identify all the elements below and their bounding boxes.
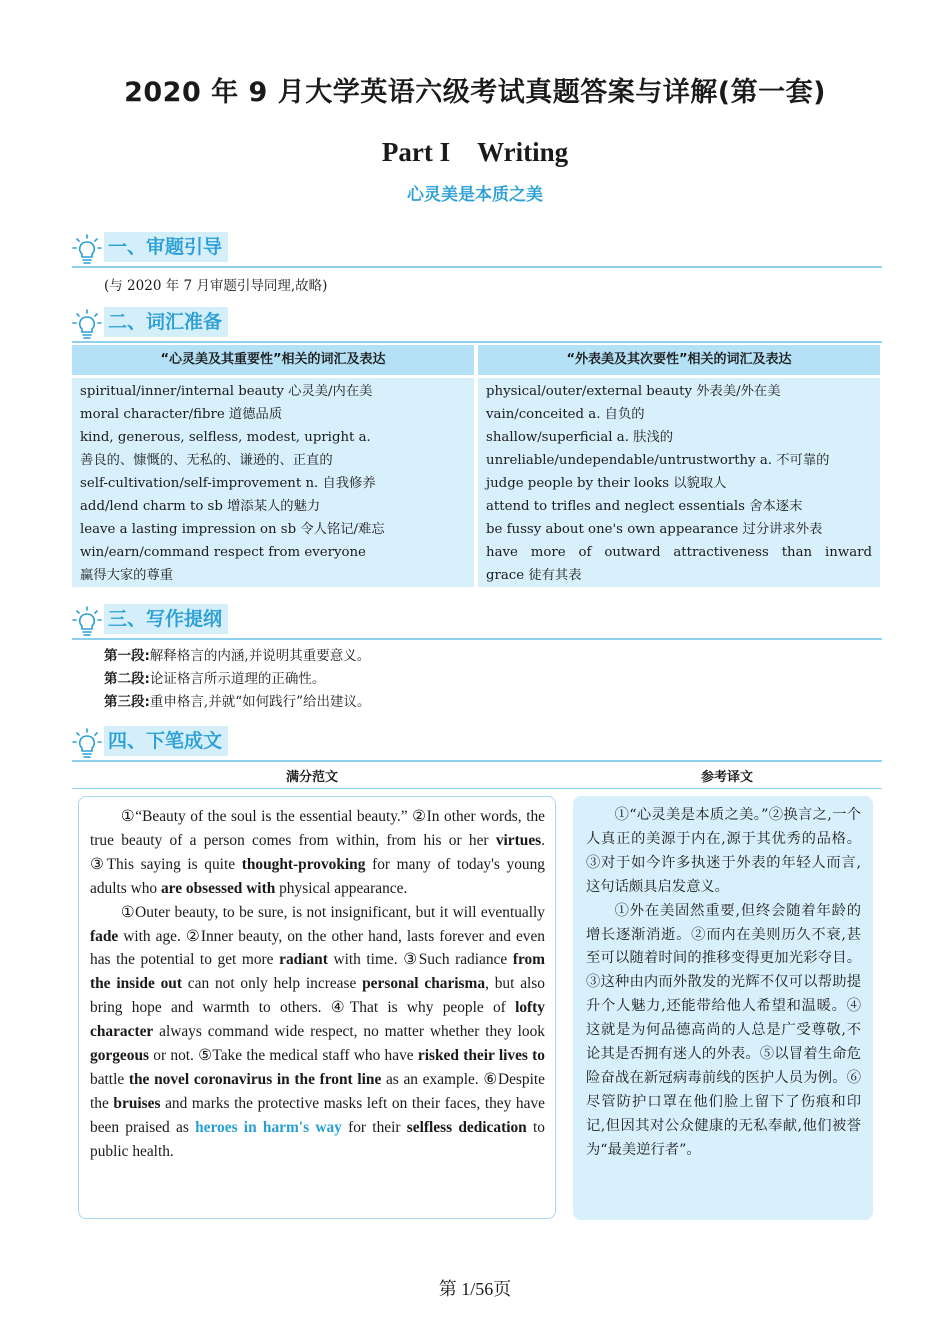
section-header-3 [72,604,882,640]
essay-paragraph-1: ①“Beauty of the soul is the essential beauty.” ②In other words, the true beauty of a person comes from within, from his or her virtues. ③This saying is quite thought-provoking for many of today's young adults who are obsessed with physical appearance. [90,808,545,897]
vocab-header: “心灵美及其重要性”相关的词汇及表达 [72,345,474,375]
document-title: 2020 年 9 月大学英语六级考试真题答案与详解(第一套) [124,77,826,108]
vocab-item: physical/outer/external beauty 外表美/外在美 [486,384,781,399]
model-essay [78,796,556,1219]
vocab-list [72,378,474,587]
translation-paragraph-1: ①“心灵美是本质之美。”②换言之,一个人真正的美源于内在,源于其优秀的品格。③对于如今许多执迷于外表的年轻人而言,这句话颇具启发意义。 [586,807,861,895]
lightbulb-icon [72,728,102,758]
translation-paragraph-2: ①外在美固然重要,但终会随着年龄的增长逐渐消逝。②而内在美则历久不衰,甚至可以随着时间的推移变得更加光彩夺目。③这种由内而外散发的光辉不仅可以帮助提升个人魅力,还能带给他人希望和温暖。④这就是为何品德高尚的人总是广受尊敬,不论其是否拥有迷人的外表。⑤以冒着生命危险奋战在新冠病毒前线的医护人员为例。⑥尽管防护口罩在他们脸上留下了伤痕和印记,但因其对公众健康的无私奉献,他们被誉为“最美逆行者”。 [586,902,861,1158]
lightbulb-icon [72,606,102,636]
vocab-item: spiritual/inner/internal beauty 心灵美/内在美 [80,384,373,399]
model-essay-title: 满分范文 [285,770,338,785]
vocab-item: 赢得大家的尊重 [80,568,174,583]
vocab-item: add/lend charm to sb 增添某人的魅力 [80,499,321,514]
vocab-item: vain/conceited a. 自负的 [486,407,645,422]
vocab-item: win/earn/command respect from everyone [80,545,366,560]
section-title: 二、词汇准备 [104,307,228,337]
vocab-item: unreliable/undependable/untrustworthy a. 不可靠的 [486,453,830,468]
writing-outline [104,645,371,714]
section-title: 四、下笔成文 [104,726,228,756]
section-header-4 [72,726,882,762]
outline-item: 第一段:解释格言的内涵,并说明其重要意义。 [104,648,371,664]
vocab-column-inner-beauty [72,345,474,586]
reference-translation [573,796,873,1220]
section-title: 一、审题引导 [104,232,228,262]
vocab-list [478,378,880,587]
vocab-item: kind, generous, selfless, modest, upright a. [80,430,371,445]
vocabulary-table [72,345,880,586]
vocab-item: self-cultivation/self-improvement n. 自我修养 [80,476,376,491]
section-header-1 [72,232,882,268]
section-note: (与 2020 年 7 月审题引导同理,故略) [104,278,328,294]
vocab-item: shallow/superficial a. 肤浅的 [486,430,674,445]
vocab-item: judge people by their looks 以貌取人 [486,476,727,491]
column-titles [72,760,882,789]
lightbulb-icon [72,234,102,264]
vocab-item: be fussy about one's own appearance 过分讲求外表 [486,522,823,537]
outline-item: 第二段:论证格言所示道理的正确性。 [104,671,326,687]
section-title: 三、写作提纲 [104,604,228,634]
vocab-item: attend to trifles and neglect essentials 舍本逐末 [486,499,803,514]
vocab-item: leave a lasting impression on sb 令人铭记/难忘 [80,522,385,537]
vocab-item: have more of outward attractiveness than inward [486,545,872,560]
translation-title: 参考译文 [700,770,753,785]
vocab-item: moral character/fibre 道德品质 [80,407,283,422]
section-header-2 [72,307,882,343]
outline-item: 第三段:重申格言,并就“如何践行”给出建议。 [104,694,371,710]
lightbulb-icon [72,309,102,339]
vocab-item: 善良的、慷慨的、无私的、谦逊的、正直的 [80,453,333,468]
page-number: 第 1/56页 [438,1279,512,1299]
part-title: Part I Writing [381,137,569,167]
essay-paragraph-2: ①Outer beauty, to be sure, is not insignificant, but it will eventually fade with age. ②Inner beauty, on the other hand, lasts forever and even has the potential to get more radiant with time. ③Such radiance from the inside out can not only help increase personal charisma, but also bring hope and warmth to others. ④That is why people of lofty character always command wide respect, no matter whether they look gorgeous or not. ⑤Take the medical staff who have risked their lives to battle the novel coronavirus in the front line as an example. ⑥Despite the bruises and marks the protective masks left on their faces, they have been praised as heroes in harm's way for their selfless dedication to public health. [90,903,546,1160]
vocab-header: “外表美及其次要性”相关的词汇及表达 [478,345,880,375]
essay-topic: 心灵美是本质之美 [407,185,543,205]
vocab-item: grace 徒有其表 [486,568,582,583]
vocab-column-outer-beauty [478,345,880,586]
